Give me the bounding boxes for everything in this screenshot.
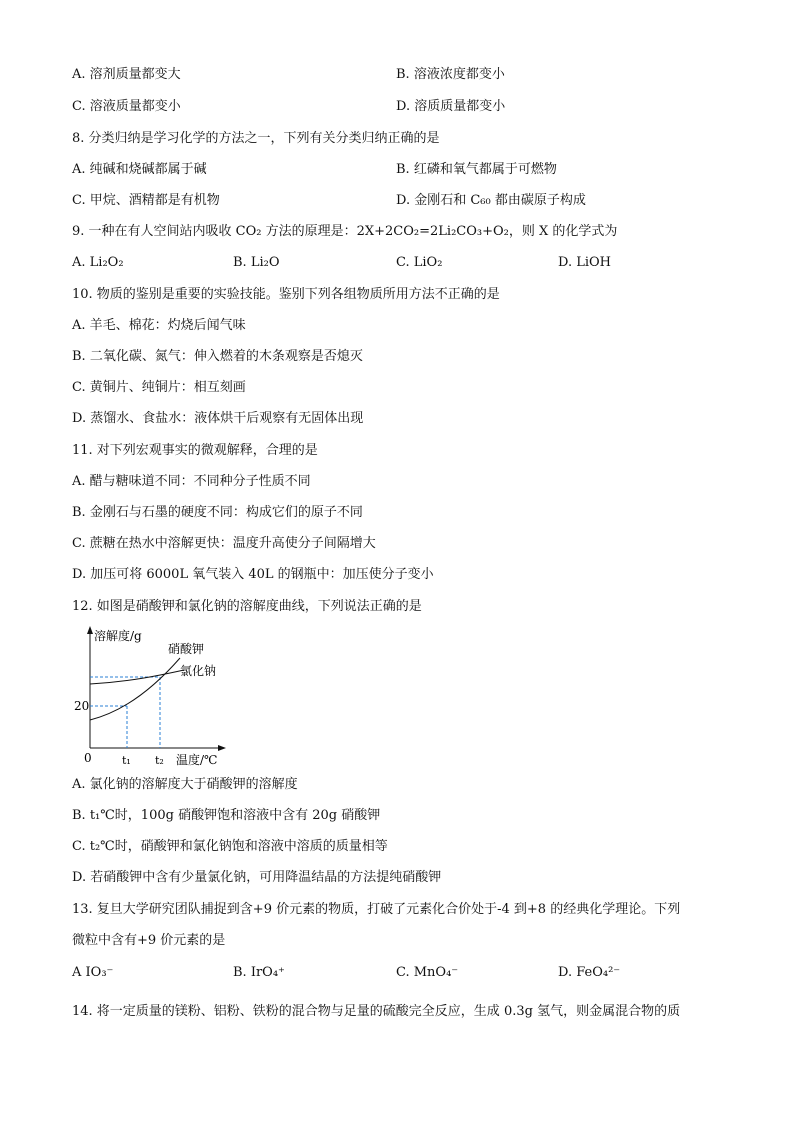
q12-option-b: B. t₁℃时，100g 硝酸钾饱和溶液中含有 20g 硝酸钾 <box>72 808 381 823</box>
q9-option-b: B. Li₂O <box>233 255 280 270</box>
solubility-curve-figure <box>72 620 242 770</box>
q13-option-d: D. FeO₄²⁻ <box>558 965 621 980</box>
curve-kno3 <box>90 658 180 720</box>
y-axis-arrow <box>87 626 93 634</box>
q10-option-d: D. 蒸馏水、食盐水：液体烘干后观察有无固体出现 <box>72 411 364 426</box>
q8-option-a: A. 纯碱和烧碱都属于碱 <box>72 162 207 177</box>
q8-stem: 8. 分类归纳是学习化学的方法之一，下列有关分类归纳正确的是 <box>72 131 440 146</box>
q11-option-d: D. 加压可将 6000L 氧气装入 40L 的钢瓶中：加压使分子变小 <box>72 567 434 582</box>
q7-option-d: D. 溶质质量都变小 <box>396 99 506 114</box>
q8-option-b: B. 红磷和氧气都属于可燃物 <box>396 162 557 177</box>
x-axis-arrow <box>218 745 226 751</box>
q8-option-d: D. 金刚石和 C₆₀ 都由碳原子构成 <box>396 193 586 208</box>
origin-label: 0 <box>84 751 92 765</box>
q11-option-c: C. 蔗糖在热水中溶解更快：温度升高使分子间隔增大 <box>72 536 376 551</box>
t2-label: t₂ <box>155 754 164 767</box>
q9-option-a: A. Li₂O₂ <box>72 255 124 270</box>
y-axis-label: 溶解度/g <box>94 629 142 643</box>
y-tick-20: 20 <box>74 699 90 713</box>
q13-option-b: B. IrO₄⁺ <box>233 965 285 980</box>
q7-option-a: A. 溶剂质量都变大 <box>72 67 181 82</box>
q11-stem: 11. 对下列宏观事实的微观解释，合理的是 <box>72 443 318 458</box>
q7-option-c: C. 溶液质量都变小 <box>72 99 181 114</box>
q12-option-d: D. 若硝酸钾中含有少量氯化钠，可用降温结晶的方法提纯硝酸钾 <box>72 870 442 885</box>
q9-stem: 9. 一种在有人空间站内吸收 CO₂ 方法的原理是：2X+2CO₂=2Li₂CO₃+O₂，则 X 的化学式为 <box>72 224 618 239</box>
q10-option-a: A. 羊毛、棉花：灼烧后闻气味 <box>72 318 246 333</box>
q10-option-c: C. 黄铜片、纯铜片：相互刻画 <box>72 380 246 395</box>
q8-option-c: C. 甲烷、酒精都是有机物 <box>72 193 220 208</box>
q11-option-a: A. 醋与糖味道不同：不同种分子性质不同 <box>72 474 311 489</box>
q13-option-c: C. MnO₄⁻ <box>396 965 459 980</box>
q11-option-b: B. 金刚石与石墨的硬度不同：构成它们的原子不同 <box>72 505 363 520</box>
q10-stem: 10. 物质的鉴别是重要的实验技能。鉴别下列各组物质所用方法不正确的是 <box>72 287 500 302</box>
label-nacl: 氯化钠 <box>180 664 217 678</box>
q12-stem: 12. 如图是硝酸钾和氯化钠的溶解度曲线，下列说法正确的是 <box>72 599 422 614</box>
q13-stem-line1: 13. 复旦大学研究团队捕捉到含+9 价元素的物质，打破了元素化合价处于-4 到+8 的经典化学理论。下列 <box>72 902 681 917</box>
q7-option-b: B. 溶液浓度都变小 <box>396 67 505 82</box>
q9-option-c: C. LiO₂ <box>396 255 443 270</box>
q12-option-a: A. 氯化钠的溶解度大于硝酸钾的溶解度 <box>72 777 298 792</box>
q9-option-d: D. LiOH <box>558 255 612 270</box>
q14-stem: 14. 将一定质量的镁粉、铝粉、铁粉的混合物与足量的硫酸完全反应，生成 0.3g 氢气，则金属混合物的质 <box>72 1004 681 1019</box>
label-kno3: 硝酸钾 <box>168 642 205 656</box>
q13-option-a: A IO₃⁻ <box>72 965 114 980</box>
q10-option-b: B. 二氧化碳、氮气：伸入燃着的木条观察是否熄灭 <box>72 349 363 364</box>
x-axis-label: 温度/℃ <box>176 753 218 767</box>
q13-stem-line2: 微粒中含有+9 价元素的是 <box>72 933 226 948</box>
t1-label: t₁ <box>122 754 131 767</box>
q12-option-c: C. t₂℃时，硝酸钾和氯化钠饱和溶液中溶质的质量相等 <box>72 839 388 854</box>
